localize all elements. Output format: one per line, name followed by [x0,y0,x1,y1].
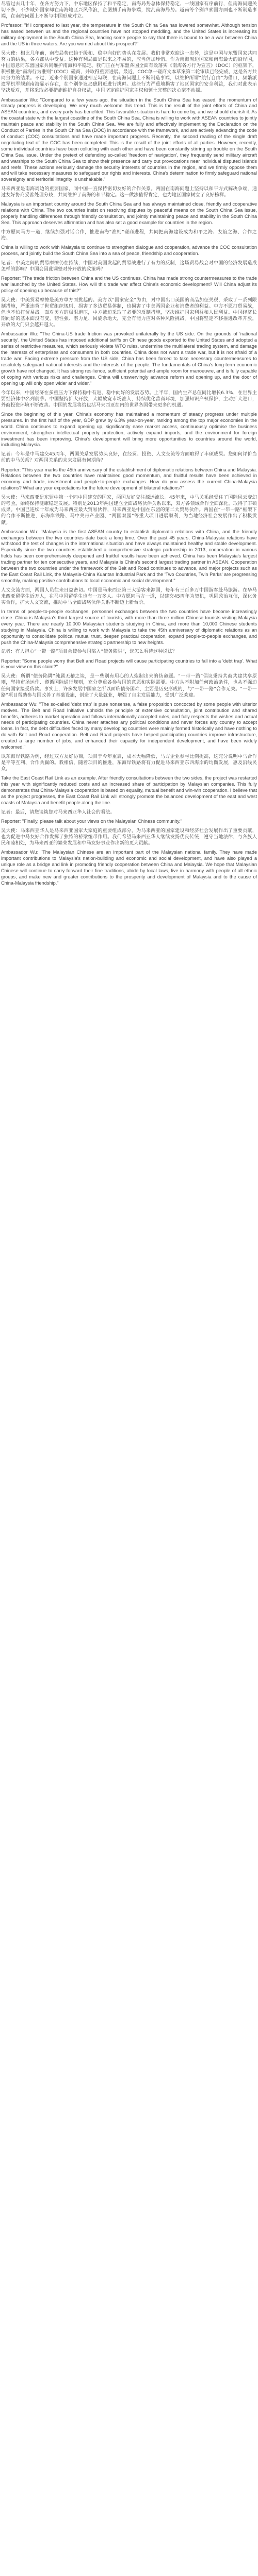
paragraph-en: Ambassador Wu: "The so-called 'debt trap' is pure nonsense, a false proposition concocted by some people with ulterior motives. The Belt and Road Initiative upholds the principle of extensive consultation, joint contribution and shared benefits, adheres to market operation and follows internationally accepted rules, and fully respects the wishes and actual needs of participating countries. China never attaches any political conditions and never forces any country to accept loans. In fact, the debt difficulties faced by many developing countries were mainly formed historically and have nothing to do with Belt and Road cooperation. Belt and Road projects have helped participating countries improve infrastructure, created a large number of jobs, and enhanced their capacity for independent development, and have been widely welcomed." [1,701,257,750]
paragraph-zh: 中方愿同马方一道，继续加强对话合作，推进南海“准则”磋商进程，共同把南海建设成为和平之海、友谊之海、合作之海。 [1,230,257,242]
paragraph-zh: 记者：有人担心“一带一路”项目会使参与国陷入“债务陷阱”，您怎么看待这种说法？ [1,649,178,655]
paragraph-en: Take the East Coast Rail Link as an example. After friendly consultations between the two sides, the project was restarted this year with significantly reduced costs and an increased share of participation by Malaysian companies. This fully demonstrates that China-Malaysia cooperation is based on equality, mutual benefit and win-win cooperation. I believe that as the project progresses, the East Coast Rail Link will strongly promote the balanced development of the east and west coasts of Malaysia and benefit people along the line. [1,775,257,805]
paragraph-zh: 吴大使：马来西亚华人是马来西亚国家大家庭的重要组成部分，为马来西亚的国家建设和经济社会发展作出了重要贡献，也为促进中马友好合作发挥了独特的桥梁纽带作用。我们希望马来西亚华人继续发扬优良传统，遵守当地法律，与各族人民和睦相处，为马来西亚的繁荣发展和中马友好事业作出新的更大贡献。 [1,828,257,846]
paragraph-zh: 吴大使：中美贸易摩擦是美方单方面挑起的。美方以“国家安全”为由，对中国出口美国的商品加征关税，采取了一系列限制措施，严重违背了世贸组织规则，损害了多边贸易体制，也损害了中美两国企业和消费者的利益。中方不愿打贸易战，但也不怕打贸易战。面对美方的极限施压，中方被迫采取了必要的反制措施，坚决维护国家利益和人民利益。中国经济长期向好的基本面没有变，韧性强、潜力足、回旋余地大，完全有能力应对各种风险挑战。中国将坚定不移推进改革开放，开放的大门只会越开越大。 [1,297,257,328]
paragraph-en: Professor: "If I compared to last year, the temperature in the South China Sea has lowered somewhat. Although tension has eased between us and the regional countries have not stopped meddling, and the United States is increasing its military deployment in the South China Sea, leading some people to say that there is bound to be a war between China and the US in three waters. Are you worried about this prospect?" [1,23,257,46]
paragraph-zh: 吴大使：马来西亚是东盟中第一个同中国建交的国家，两国友好交往源远流长。45年来，中马关系经受住了国际风云变幻的考验，始终保持健康稳定发展。特别是2013年两国建立全面战略伙伴关系以来，双方各领域合作全面深化，取得了丰硕成果。中国已连续十年成为马来西亚最大贸易伙伴，马来西亚是中国在东盟的第二大贸易伙伴。两国在“一带一路”框架下的合作不断推进，东海岸铁路、马中关丹产业园、“两国双园”等重大项目进展顺利，为当地经济社会发展作出了积极贡献。 [1,495,257,526]
paragraph-zh: 尽管过去几十年，在各方努力下，中东地区保持了和平稳定，南海局势总体保持稳定、一线国家有序前行，但南海问题关切不多，不少域外国家却在南海地区兴风作浪，企图插手南海争端，搅乱南海局势。越南等个别声索国方面也不断制造事端，在南海问题上不断与中国形成对立。 [1,2,257,20]
paragraph-en: Reporter: "Finally, please talk about your views on the Malaysian Chinese community." [1,818,182,824]
paragraph-zh: 马来西亚是南海周边的重要国家，同中国一直保持密切友好的合作关系。两国在南海问题上坚持以和平方式解决争端，通过友好协商妥善处理分歧，共同维护了南海的和平稳定。这一做法值得肯定，也为地区国家树立了良好榜样。 [1,187,257,198]
paragraph-zh: 人文交流方面，两国人员往来日益密切。中国是马来西亚第三大游客来源国，每年有三百多万中国游客赴马旅游。在华马来西亚留学生近万人，在马中国留学生也有一万多人。中方愿同马方一道，以建交45周年为契机，巩固政治互信，深化务实合作，扩大人文交流，推动中马全面战略伙伴关系不断迈上新台阶。 [1,587,257,605]
paragraph-en: China is willing to work with Malaysia to continue to strengthen dialogue and cooperation, advance the COC consultation process, and jointly build the South China Sea into a sea of peace, friendship and cooperation. [1,245,257,257]
paragraph-zh: 记者：今年是中马建交45周年，两国关系发展势头良好，在经贸、投资、人文交流等方面取得了丰硕成果。您如何评价当前的中马关系？对两国关系的未来发展有何期待？ [1,452,257,464]
paragraph-en: In terms of people-to-people exchanges, personnel exchanges between the two countries have become increasingly close. China is Malaysia's third largest source of tourists, with more than three million Chinese tourists visiting Malaysia every year. There are nearly 10,000 Malaysian students studying in China, and more than 10,000 Chinese students studying in Malaysia. China is willing to work with Malaysia to take the 45th anniversary of diplomatic relations as an opportunity to consolidate political mutual trust, deepen practical cooperation, expand people-to-people exchanges, and push the China-Malaysia comprehensive strategic partnership to new heights. [1,609,257,645]
paragraph-en: Reporter: "Some people worry that Belt and Road projects will cause participating countries to fall into a 'debt trap'. What is your view on this claim?" [1,658,257,670]
paragraph-zh: 记者：中美之间的贸易摩擦仍在持续，中国对美国发起的贸易战进行了有力的反制，这场贸易战会对中国的经济发展造成怎样的影响？中国会因此调整对外开放的政策吗？ [1,261,257,273]
paragraph-en: Reporter: "This year marks the 45th anniversary of the establishment of diplomatic relations between China and Malaysia. Relations between the two countries have maintained good momentum, and fruitful results have been achieved in economy and trade, investment and people-to-people exchanges. How do you assess the current China-Malaysia relations? What are your expectations for the future development of bilateral relations?" [1,467,257,491]
paragraph-zh: 吴大使：相比几年前，南海局势已趋于缓和、稳中向好的势头在发展。我们非常欢迎这一态势，这是中国与东盟国家共同努力的结果，各方都从中受益。这种有利局面是以来之不易的，应当倍加珍惜。作为南海周边国家和南海最大的沿岸国，中国愿意同东盟国家共同维护南海和平稳定。我们正在与东盟各国全面有效落实《南海各方行为宣言》（DOC）的框架下，积极推进“南海行为准则”（COC）磋商，并取得重要进展。最近，COC单一磋商文本草案第二轮审读已经完成，这是各方共同努力的结果。不过，近来个别国家通过相互勾联，在南海问题上不断制造事端，以维护所谓“航行自由”为借口，频繁派遣军机军舰到南海显示存在，在个别争议岛礁附近进行挑衅。这些行为严重地损害了地区国家的安全利益，我们对此表示坚决反对，并将采取必要措施维护自身权益，中国坚定维护国家主权和领土完整的决心毫不动摇。 [1,50,257,94]
paragraph-en: Malaysia is an important country around the South China Sea and has always maintained close, friendly and cooperative relations with China. The two countries insist on resolving disputes by peaceful means on the South China Sea issue, properly handling differences through friendly consultation, and jointly maintaining peace and stability in the South China Sea. This approach deserves affirmation and has also set a good example for countries in the region. [1,201,257,226]
paragraph-en: Ambassador Wu: "Malaysia is the first ASEAN country to establish diplomatic relations with China, and the friendly exchanges between the two countries date back a long time. Over the past 45 years, China-Malaysia relations have withstood the test of changes in the international situation and have always maintained healthy and stable development. Especially since the two countries established a comprehensive strategic partnership in 2013, cooperation in various fields has been comprehensively deepened and fruitful results have been achieved. China has been Malaysia's largest trading partner for ten consecutive years, and Malaysia is China's second largest trading partner in ASEAN. Cooperation between the two countries under the framework of the Belt and Road continues to advance, and major projects such as the East Coast Rail Link, the Malaysia-China Kuantan Industrial Park and the 'Two Countries, Twin Parks' are progressing smoothly, making positive contributions to local economic and social development." [1,529,257,583]
paragraph-zh: 今年以来，中国经济在多重压力下保持稳中有进、稳中向好的发展态势。上半年，国内生产总值同比增长6.3%，在世界主要经济体中名列前茅。中国坚持扩大开放，大幅放宽市场准入，持续优化营商环境，加强知识产权保护，主动扩大进口，外商投资环境不断改善。中国的发展将给包括马来西亚在内的世界各国带来更多的机遇。 [1,390,257,408]
paragraph-zh: 记者：最后，请您谈谈您对马来西亚华人社会的看法。 [1,809,115,815]
paragraph-en: Ambassador Wu: "The China-US trade friction was provoked unilaterally by the US side. On the grounds of 'national security', the United States has imposed additional tariffs on Chinese goods exported to the United States and adopted a series of restrictive measures, which seriously violate WTO rules, undermine the multilateral trading system, and damage the interests of enterprises and consumers in both countries. China does not want a trade war, but it is not afraid of a trade war. Facing extreme pressure from the US side, China has been forced to take necessary countermeasures to resolutely safeguard national interests and the interests of the people. The fundamentals of China's long-term economic growth have not changed. It has strong resilience, sufficient potential and ample room for manoeuvre, and is fully capable of coping with various risks and challenges. China will unswervingly advance reform and opening up, and the door of opening up will only open wider and wider." [1,331,257,386]
paragraph-en: Ambassador Wu: "The Malaysian Chinese are an important part of the Malaysian national family. They have made important contributions to Malaysia's nation-building and economic and social development, and have also played a unique role as a bridge and link in promoting friendly cooperation between China and Malaysia. We hope that Malaysian Chinese will continue to carry forward their fine traditions, abide by local laws, live in harmony with people of all ethnic groups, and make new and greater contributions to the prosperity and development of Malaysia and to the cause of China-Malaysia friendship." [1,850,257,886]
paragraph-zh: 以东海岸铁路为例，经过双方友好协商，项目于今年重启，成本大幅降低，马方企业参与比例提高，这充分说明中马合作是平等互利、合作共赢的。我相信，随着项目的推进，东海岸铁路将有力促进马来西亚东西海岸的均衡发展，惠及沿线民众。 [1,754,257,772]
paragraph-zh: 吴大使：所谓“债务陷阱”纯属无稽之谈，是一些别有用心的人炮制出来的伪命题。“一带一路”倡议秉持共商共建共享原则，坚持市场运作、遵循国际通行规则，充分尊重各参与国的意愿和实际需要。中方从不附加任何政治条件，也从不强迫任何国家接受贷款。事实上，许多发展中国家之所以面临债务困难，主要是历史形成的，与“一带一路”合作无关。“一带一路”项目帮助参与国改善了基础设施，创造了大量就业，增强了自主发展能力，受到广泛欢迎。 [1,674,257,698]
paragraph-en: Reporter: "The trade friction between China and the US continues. China has made strong countermeasures to the trade war launched by the United States. How will this trade war affect China's economic development? Will China adjust its policy of opening up because of this?" [1,276,257,294]
paragraph-en: Since the beginning of this year, China's economy has maintained a momentum of steady progress under multiple pressures. In the first half of the year, GDP grew by 6.3% year-on-year, ranking among the top major economies in the world. China continues to expand opening up, significantly ease market access, continuously optimise the business environment, strengthen intellectual property protection, actively expand imports, and the environment for foreign investment has been improving. China's development will bring more opportunities to countries around the world, including Malaysia. [1,411,257,448]
paragraph-en: Ambassador Wu: "Compared to a few years ago, the situation in the South China Sea has eased, the momentum of steady progress is developing. We very much welcome this trend. This is the result of the joint efforts of China and ASEAN countries, and every party has benefited. This favorable situation is hard to come by, and we should cherish it. As the coastal state with the largest coastline of the South China Sea, China is willing to work with ASEAN countries to jointly maintain peace and stability in the South China Sea. We are fully and effectively implementing the Declaration on the Conduct of Parties in the South China Sea (DOC) in accordance with the framework, and are actively advancing the code of conduct (COC) consultations and have made important progress. Recently, the second reading of the single draft negotiating text of the COC has been completed. This is the result of the joint efforts of all parties. However, recently, some individual countries have been colluding with each other and have been constantly stirring up trouble on the South China Sea issue. Under the pretext of defending so-called 'freedom of navigation', they frequently send military aircraft and warships to the South China Sea to show their presence and carry out provocations near individual disputed islands and reefs. These actions seriously damage the security interests of countries in the region, and we firmly oppose them and will take necessary measures to safeguard our rights and interests. China's determination to firmly safeguard national sovereignty and territorial integrity is unshakable." [1,97,257,182]
